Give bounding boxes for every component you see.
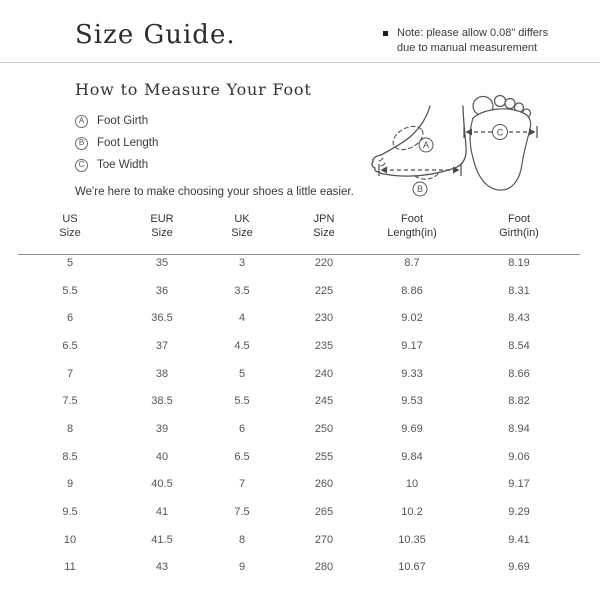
foot-length-cell: 9.02: [401, 312, 423, 325]
toe-2: [495, 96, 506, 107]
size-row: [18, 387, 580, 415]
eur-size-cell: 36: [155, 284, 169, 297]
label-a: [419, 138, 433, 152]
foot-length-cell: 9.33: [401, 367, 423, 380]
eur-size-cell: 37: [155, 339, 169, 352]
circle-b-icon: B: [75, 137, 88, 150]
measurement-note: [397, 26, 548, 56]
note-line-2: due to manual measurement: [397, 42, 538, 54]
uk-size-cell: 5.5: [234, 395, 250, 408]
eur-size-cell: 41: [155, 506, 169, 519]
jpn-size-cell: 270: [314, 533, 334, 546]
uk-size-cell: 7.5: [234, 506, 250, 519]
toe-3: [505, 99, 515, 109]
jpn-size-cell: 280: [314, 561, 334, 574]
jpn-size-cell: 235: [314, 339, 334, 352]
foot-length-cell: 8.7: [404, 256, 420, 269]
legend-item-foot-girth: [75, 110, 158, 132]
eur-size-cell: 41.5: [151, 533, 173, 546]
size-row: [18, 498, 580, 526]
foot-girth-cell: 8.19: [508, 256, 530, 269]
us-size-cell: 7.5: [62, 395, 78, 408]
us-size-cell: 10: [63, 533, 77, 546]
foot-girth-cell: 8.43: [508, 312, 530, 325]
jpn-size-cell: 230: [314, 312, 334, 325]
size-row: [18, 332, 580, 360]
sole-foot-diagram: [461, 86, 546, 201]
foot-girth-cell: 9.29: [508, 506, 530, 519]
size-row: [18, 443, 580, 471]
table-body: [18, 249, 580, 581]
jpn-size-cell: 260: [314, 478, 334, 491]
foot-length-cell: 9.53: [401, 395, 423, 408]
foot-girth-cell: 9.69: [508, 561, 530, 574]
legend-label: Foot Length: [97, 137, 159, 149]
uk-size-cell: 3.5: [234, 284, 250, 297]
eur-size-cell: 43: [155, 561, 169, 574]
jpn-size-cell: 265: [314, 506, 334, 519]
us-size-cell: 8: [66, 422, 74, 435]
length-arrow: [379, 164, 461, 176]
toe-line: [381, 163, 385, 166]
us-size-cell: 8.5: [62, 450, 78, 463]
size-row: [18, 415, 580, 443]
size-row: [18, 360, 580, 388]
arrow-left-head: [381, 167, 388, 174]
jpn-size-cell: 225: [314, 284, 334, 297]
page-title: Size Guide.: [75, 20, 236, 50]
us-size-cell: 6.5: [62, 339, 78, 352]
circle-a-icon: A: [75, 115, 88, 128]
uk-size-cell: 4.5: [234, 339, 250, 352]
uk-size-cell: 5: [238, 367, 246, 380]
foot-girth-cell: 9.41: [508, 533, 530, 546]
table-header-divider: [18, 254, 580, 255]
uk-size-cell: 7: [238, 478, 246, 491]
sole-outline: [470, 109, 531, 190]
foot-length-cell: 10.67: [398, 561, 426, 574]
us-size-cell: 9.5: [62, 506, 78, 519]
uk-size-cell: 6.5: [234, 450, 250, 463]
label-b-text: B: [416, 184, 424, 195]
eur-size-cell: 40.5: [151, 478, 173, 491]
size-row: [18, 304, 580, 332]
eur-size-cell: 36.5: [151, 312, 173, 325]
size-row: [18, 471, 580, 499]
legend-label: Foot Girth: [97, 115, 149, 127]
note-line-1: Note: please allow 0.08" differs: [397, 27, 549, 39]
bullet-square-icon: [383, 31, 388, 36]
col-foot-length: Foot Length(in): [387, 213, 437, 239]
arrow-left-head: [466, 129, 473, 136]
foot-girth-cell: 8.82: [508, 395, 530, 408]
uk-size-cell: 4: [238, 312, 246, 325]
foot-girth-cell: 8.66: [508, 367, 530, 380]
jpn-size-cell: 220: [314, 256, 334, 269]
label-c: [493, 125, 508, 140]
eur-size-cell: 40: [155, 450, 169, 463]
col-eur-size: EUR Size: [150, 213, 174, 239]
col-us-size: US Size: [59, 213, 81, 239]
uk-size-cell: 6: [238, 422, 246, 435]
label-b: [413, 182, 427, 196]
foot-length-cell: 9.84: [401, 450, 423, 463]
foot-length-cell: 10: [405, 478, 419, 491]
foot-girth-cell: 8.54: [508, 339, 530, 352]
us-size-cell: 9: [66, 478, 74, 491]
uk-size-cell: 8: [238, 533, 246, 546]
eur-size-cell: 35: [155, 256, 169, 269]
us-size-cell: 5.5: [62, 284, 78, 297]
size-row: [18, 554, 580, 582]
toe-line: [379, 158, 383, 161]
col-jpn-size: JPN Size: [313, 213, 335, 239]
legend-item-foot-length: [75, 132, 158, 154]
arrow-right-head: [529, 129, 536, 136]
size-row: [18, 277, 580, 305]
jpn-size-cell: 255: [314, 450, 334, 463]
foot-girth-cell: 9.06: [508, 450, 530, 463]
foot-girth-cell: 9.17: [508, 478, 530, 491]
eur-size-cell: 38: [155, 367, 169, 380]
foot-toes-outline: [372, 155, 384, 174]
foot-girth-cell: 8.31: [508, 284, 530, 297]
jpn-size-cell: 240: [314, 367, 334, 380]
circle-c-icon: C: [75, 159, 88, 172]
eur-size-cell: 39: [155, 422, 169, 435]
tagline-text: We're here to make choosing your shoes a little easier.: [75, 186, 354, 198]
legend-label: Toe Width: [97, 159, 149, 171]
jpn-size-cell: 250: [314, 422, 334, 435]
legend-item-toe-width: [75, 154, 158, 176]
col-uk-size: UK Size: [231, 213, 253, 239]
foot-girth-cell: 8.94: [508, 422, 530, 435]
foot-length-cell: 10.35: [398, 533, 426, 546]
us-size-cell: 11: [64, 561, 76, 574]
uk-size-cell: 9: [238, 561, 246, 574]
label-a-text: A: [422, 140, 430, 151]
us-size-cell: 6: [66, 312, 74, 325]
eur-size-cell: 38.5: [151, 395, 173, 408]
foot-length-cell: 9.17: [401, 339, 423, 352]
size-row: [18, 526, 580, 554]
us-size-cell: 7: [66, 367, 74, 380]
foot-length-cell: 8.86: [401, 284, 423, 297]
size-conversion-table: [18, 212, 580, 581]
jpn-size-cell: 245: [314, 395, 334, 408]
col-foot-girth: Foot Girth(in): [499, 213, 539, 239]
foot-length-cell: 10.2: [401, 506, 423, 519]
label-c-text: C: [496, 127, 504, 138]
table-header-row: [18, 212, 580, 249]
header-divider: [0, 62, 600, 63]
foot-length-cell: 9.69: [401, 422, 423, 435]
measure-section-heading: How to Measure Your Foot: [75, 80, 312, 99]
us-size-cell: 5: [66, 256, 74, 269]
uk-size-cell: 3: [238, 256, 246, 269]
measure-legend: [75, 110, 158, 176]
